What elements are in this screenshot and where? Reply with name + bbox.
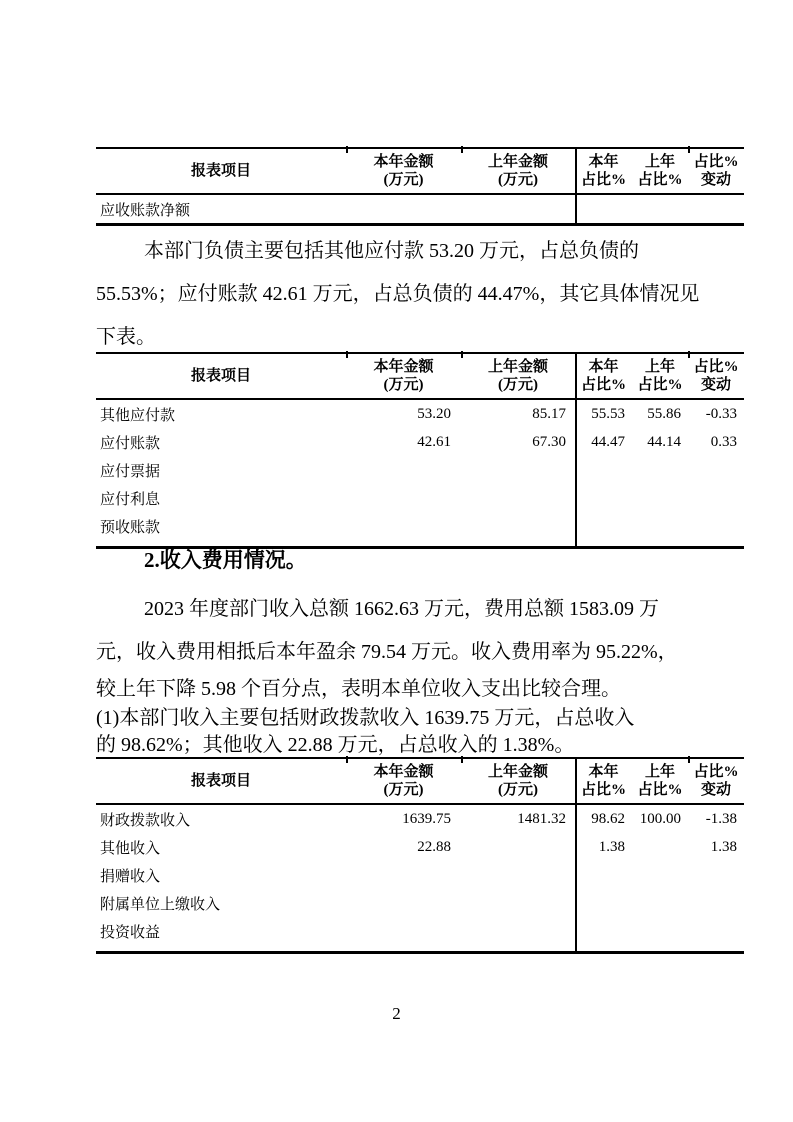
column-tick — [688, 146, 690, 153]
table-cell-item: 应付账款 — [100, 435, 161, 452]
column-tick — [346, 756, 348, 763]
header-label: (万元) — [498, 377, 538, 393]
header-label: 占比% — [637, 377, 683, 393]
header-label: 本年金额 — [373, 359, 434, 375]
table-cell-prev_pct: 55.86 — [647, 405, 681, 422]
table-cell-item: 预收账款 — [100, 519, 161, 536]
table-cell-prev: 85.17 — [532, 405, 566, 422]
table-cell-cur_pct: 98.62 — [591, 810, 625, 827]
header-item-column — [96, 772, 346, 790]
table-cell-cur_pct: 55.53 — [591, 405, 625, 422]
header-label: 占比% — [637, 172, 683, 188]
table-cell-cur: 42.61 — [417, 433, 451, 450]
table-cell-item: 应收账款净额 — [100, 202, 191, 219]
paragraph-line: 元，收入费用相抵后本年盈余 79.54 万元。收入费用率为 95.22%， — [96, 641, 678, 663]
paragraph-line: 较上年下降 5.98 个百分点，表明本单位收入支出比较合理。 — [96, 678, 621, 700]
header-label: 本年 — [588, 154, 619, 170]
table-cell-cur_pct: 44.47 — [591, 433, 625, 450]
table-cell-cur: 22.88 — [417, 838, 451, 855]
header-previous-amount — [461, 358, 575, 394]
table-row — [96, 195, 744, 223]
table-row — [96, 484, 744, 512]
header-current-pct — [575, 763, 632, 799]
column-tick — [461, 146, 463, 153]
table-cell-prev_pct: 44.14 — [647, 433, 681, 450]
header-label: 占比% — [580, 782, 626, 798]
income-paragraph — [96, 588, 752, 759]
table-cell-prev: 67.30 — [532, 433, 566, 450]
header-label: (万元) — [383, 377, 424, 393]
table-cell-cur_pct: 1.38 — [598, 838, 625, 855]
header-current-amount — [346, 358, 461, 394]
header-label: 占比% — [637, 782, 683, 798]
header-label: 上年金额 — [487, 154, 548, 170]
column-tick — [346, 351, 348, 358]
table-body — [96, 195, 744, 223]
table-row — [96, 917, 744, 945]
table-header-row — [96, 354, 744, 400]
table-cell-item: 应付利息 — [100, 491, 161, 508]
header-label: 上年 — [644, 764, 675, 780]
table-body — [96, 805, 744, 945]
table-cell-prev: 1481.32 — [517, 810, 566, 827]
table-cell-cur: 53.20 — [417, 405, 451, 422]
header-label: 本年金额 — [373, 764, 434, 780]
table-column-divider — [575, 354, 577, 546]
header-label: 上年金额 — [487, 359, 548, 375]
table-cell-prev_pct: 100.00 — [639, 810, 681, 827]
header-label: 报表项目 — [190, 368, 251, 384]
header-pct-change — [688, 358, 744, 394]
header-current-amount — [346, 153, 461, 189]
header-label: (万元) — [498, 782, 538, 798]
header-current-pct — [575, 153, 632, 189]
header-label: (万元) — [383, 782, 424, 798]
table-header-row — [96, 149, 744, 195]
header-label: 本年 — [588, 764, 619, 780]
table-cell-change: -0.33 — [705, 405, 737, 422]
header-item-column — [96, 367, 346, 385]
header-label: 上年 — [644, 154, 675, 170]
table-cell-item: 其他收入 — [100, 840, 161, 857]
header-label: 本年金额 — [373, 154, 434, 170]
table-row — [96, 805, 744, 833]
header-previous-pct — [632, 763, 688, 799]
header-label: 报表项目 — [190, 163, 251, 179]
column-tick — [688, 351, 690, 358]
column-tick — [461, 351, 463, 358]
table-cell-cur: 1639.75 — [402, 810, 451, 827]
header-label: 报表项目 — [190, 773, 251, 789]
table-body — [96, 400, 744, 540]
header-previous-amount — [461, 763, 575, 799]
header-label: 上年金额 — [487, 764, 548, 780]
paragraph-line: (1)本部门收入主要包括财政拨款收入 1639.75 万元，占总收入 — [96, 707, 635, 729]
table-cell-item: 附属单位上缴收入 — [100, 896, 221, 913]
header-current-pct — [575, 358, 632, 394]
table-column-divider — [575, 149, 577, 223]
liabilities-paragraph — [96, 230, 752, 359]
paragraph-line: 本部门负债主要包括其他应付款 53.20 万元，占总负债的 — [144, 240, 639, 262]
income-table — [96, 757, 744, 954]
header-label: 占比% — [580, 377, 626, 393]
header-pct-change — [688, 763, 744, 799]
column-tick — [461, 756, 463, 763]
section-heading: 2.收入费用情况。 — [144, 548, 307, 572]
header-pct-change — [688, 153, 744, 189]
liabilities-table — [96, 352, 744, 549]
header-previous-pct — [632, 358, 688, 394]
header-label: 上年 — [644, 359, 675, 375]
table-bottom-padding — [96, 945, 744, 951]
table-cell-item: 其他应付款 — [100, 407, 176, 424]
table-cell-change: -1.38 — [705, 810, 737, 827]
header-label: 变动 — [700, 172, 731, 188]
header-label: 变动 — [700, 377, 731, 393]
table-cell-change: 0.33 — [710, 433, 737, 450]
page-number: 2 — [392, 1004, 401, 1023]
table-row — [96, 400, 744, 428]
header-label: 占比% — [693, 764, 739, 780]
table-row — [96, 456, 744, 484]
paragraph-line: 的 98.62%；其他收入 22.88 万元，占总收入的 1.38%。 — [96, 734, 575, 756]
paragraph-line: 2023 年度部门收入总额 1662.63 万元，费用总额 1583.09 万 — [144, 598, 659, 620]
header-previous-pct — [632, 153, 688, 189]
table-row — [96, 861, 744, 889]
table-column-divider — [575, 759, 577, 951]
header-label: 占比% — [693, 359, 739, 375]
receivables-table — [96, 147, 744, 226]
table-row — [96, 512, 744, 540]
table-cell-change: 1.38 — [710, 838, 737, 855]
column-tick — [688, 756, 690, 763]
table-header-row — [96, 759, 744, 805]
table-cell-item: 财政拨款收入 — [100, 812, 191, 829]
paragraph-line: 55.53%；应付账款 42.61 万元，占总负债的 44.47%，其它具体情况见 — [96, 283, 700, 305]
paragraph-line: 下表。 — [96, 326, 156, 348]
header-current-amount — [346, 763, 461, 799]
header-label: (万元) — [383, 172, 424, 188]
table-row — [96, 428, 744, 456]
column-tick — [346, 146, 348, 153]
header-item-column — [96, 162, 346, 180]
header-label: 占比% — [580, 172, 626, 188]
header-label: 占比% — [693, 154, 739, 170]
table-cell-item: 应付票据 — [100, 463, 161, 480]
table-row — [96, 889, 744, 917]
table-cell-item: 投资收益 — [100, 924, 161, 941]
header-previous-amount — [461, 153, 575, 189]
table-row — [96, 833, 744, 861]
header-label: (万元) — [498, 172, 538, 188]
table-cell-item: 捐赠收入 — [100, 868, 161, 885]
header-label: 本年 — [588, 359, 619, 375]
header-label: 变动 — [700, 782, 731, 798]
